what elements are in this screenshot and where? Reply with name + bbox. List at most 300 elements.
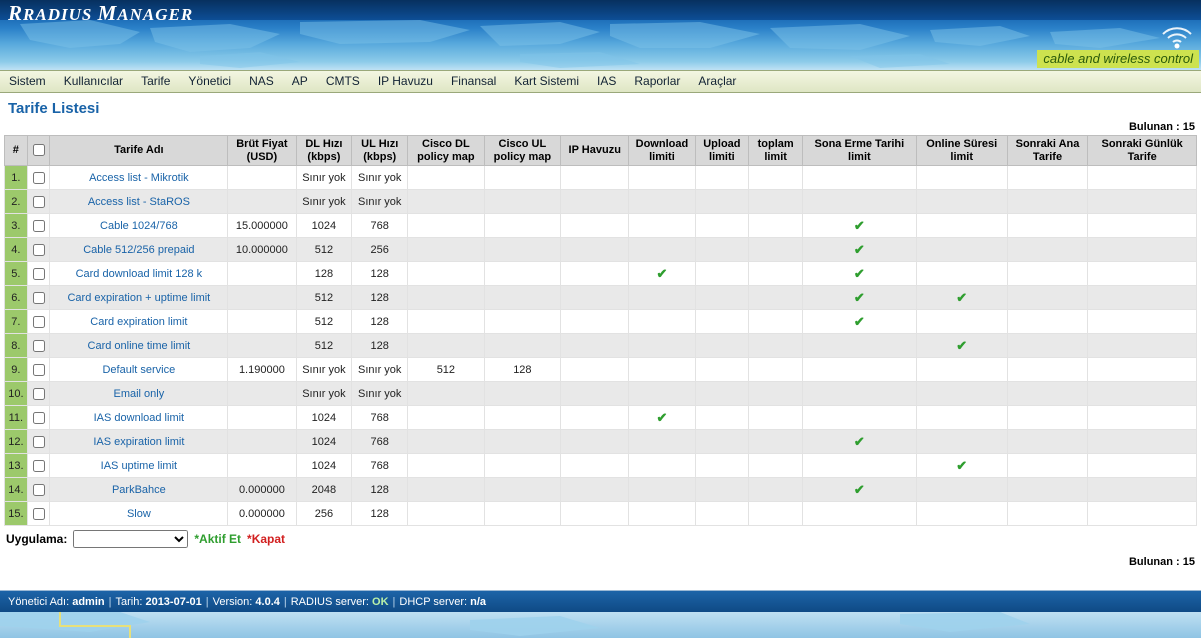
cell-tlim <box>749 382 803 406</box>
cell-exp <box>803 502 917 526</box>
tariff-name-link[interactable]: IAS uptime limit <box>100 459 178 472</box>
cell-ulim <box>695 406 749 430</box>
activate-link[interactable]: *Aktif Et <box>194 532 242 547</box>
col-index: # <box>5 136 28 166</box>
cell-dl: 512 <box>296 310 352 334</box>
tariff-name-link[interactable]: ParkBahce <box>111 483 166 496</box>
cell-cdl <box>408 382 485 406</box>
cell-ulim <box>695 358 749 382</box>
cell-nextmain <box>1007 382 1088 406</box>
row-index: 3. <box>5 214 28 238</box>
tariff-name-cell[interactable] <box>50 190 228 214</box>
tariff-name-link[interactable]: Cable 1024/768 <box>100 219 178 232</box>
cell-cdl <box>408 286 485 310</box>
cell-exp <box>803 358 917 382</box>
check-icon: ✔ <box>853 289 865 305</box>
tariff-name-link[interactable]: Email only <box>113 387 165 400</box>
cell-ulim <box>695 238 749 262</box>
logo-text-manager: ANAGER <box>117 5 194 24</box>
select-all-checkbox[interactable] <box>33 144 45 156</box>
cell-nextmain <box>1007 406 1088 430</box>
col-dl-hizi: DL Hızı (kbps) <box>296 136 352 166</box>
cell-ul: Sınır yok <box>352 190 408 214</box>
row-checkbox[interactable] <box>33 340 45 352</box>
logo-r: R <box>8 1 24 25</box>
check-icon: ✔ <box>853 241 865 257</box>
cell-dl: 2048 <box>296 478 352 502</box>
cell-price: 0.000000 <box>228 502 296 526</box>
table-row <box>5 334 1197 358</box>
col-ul-hizi: UL Hızı (kbps) <box>352 136 408 166</box>
check-icon: ✔ <box>956 289 968 305</box>
cell-cul <box>484 238 561 262</box>
cell-cul <box>484 310 561 334</box>
row-select-cell[interactable] <box>27 382 50 406</box>
tariff-name-cell[interactable] <box>50 334 228 358</box>
table-body <box>5 166 1197 526</box>
tariff-name-cell[interactable] <box>50 406 228 430</box>
tariff-name-link[interactable]: Card download limit 128 k <box>75 267 203 280</box>
cell-price: 10.000000 <box>228 238 296 262</box>
cell-ulim <box>695 334 749 358</box>
bottom-decorative-strip <box>0 612 1201 638</box>
row-checkbox[interactable] <box>33 484 45 496</box>
row-index: 15. <box>5 502 28 526</box>
cell-nextdaily <box>1088 478 1197 502</box>
row-checkbox[interactable] <box>33 436 45 448</box>
row-index: 6. <box>5 286 28 310</box>
cell-exp <box>803 382 917 406</box>
tariff-name-link[interactable]: Access list - StaROS <box>87 195 190 208</box>
cell-dlim <box>629 238 695 262</box>
cell-exp <box>803 454 917 478</box>
cell-ulim <box>695 262 749 286</box>
cell-nextmain <box>1007 358 1088 382</box>
result-count-bottom: Bulunan : 15 <box>1128 556 1195 569</box>
cell-dl: 256 <box>296 502 352 526</box>
page-title: Tarife Listesi <box>8 100 100 117</box>
cell-exp <box>803 310 917 334</box>
table-row <box>5 214 1197 238</box>
cell-onl <box>916 262 1007 286</box>
cell-exp <box>803 406 917 430</box>
cell-ulim <box>695 430 749 454</box>
cell-cdl <box>408 478 485 502</box>
table-row <box>5 502 1197 526</box>
cell-pool <box>561 454 629 478</box>
cell-ul: 768 <box>352 430 408 454</box>
cell-dl: Sınır yok <box>296 166 352 190</box>
tariff-name-link[interactable]: Default service <box>102 363 176 376</box>
tariff-name-cell[interactable] <box>50 430 228 454</box>
cell-onl <box>916 190 1007 214</box>
main-menu-bar <box>0 70 1201 93</box>
cell-nextdaily <box>1088 406 1197 430</box>
status-admin-value: admin <box>72 595 105 608</box>
cell-pool <box>561 190 629 214</box>
cell-nextdaily <box>1088 262 1197 286</box>
menu-item-sistem[interactable]: Sistem <box>9 74 46 88</box>
row-checkbox[interactable] <box>33 268 45 280</box>
menu-item-ap[interactable]: AP <box>291 74 308 88</box>
status-date-label: Tarih: <box>115 595 143 608</box>
cell-exp <box>803 238 917 262</box>
cell-price <box>228 166 296 190</box>
cell-nextmain <box>1007 310 1088 334</box>
col-ip-havuzu: IP Havuzu <box>561 136 629 166</box>
tariff-name-cell[interactable] <box>50 262 228 286</box>
cell-nextdaily <box>1088 358 1197 382</box>
cell-cdl <box>408 454 485 478</box>
tariff-name-link[interactable]: Card expiration limit <box>90 315 188 328</box>
cell-ul: 768 <box>352 454 408 478</box>
cell-cul <box>484 214 561 238</box>
tariff-name-cell[interactable] <box>50 478 228 502</box>
row-select-cell[interactable] <box>27 358 50 382</box>
app-logo <box>8 1 193 26</box>
col-online-suresi-limit: Online Süresi limit <box>916 136 1007 166</box>
cell-cdl: 512 <box>408 358 485 382</box>
col-select-all[interactable] <box>27 136 50 166</box>
cell-cul <box>484 262 561 286</box>
check-icon: ✔ <box>853 313 865 329</box>
cell-price <box>228 382 296 406</box>
cell-dlim <box>629 334 695 358</box>
row-checkbox[interactable] <box>33 244 45 256</box>
cell-onl <box>916 502 1007 526</box>
cell-exp <box>803 430 917 454</box>
cell-dl: 1024 <box>296 454 352 478</box>
cell-tlim <box>749 334 803 358</box>
page-content <box>0 93 1201 590</box>
cell-exp <box>803 166 917 190</box>
cell-pool <box>561 166 629 190</box>
col-brut-fiyat: Brüt Fiyat (USD) <box>228 136 296 166</box>
menu-item-ias[interactable]: IAS <box>597 74 617 88</box>
cell-ulim <box>695 286 749 310</box>
cell-price <box>228 310 296 334</box>
cell-onl <box>916 358 1007 382</box>
banner-tagline: cable and wireless control <box>1037 50 1199 68</box>
apply-action-select[interactable] <box>73 530 188 548</box>
tariff-name-link[interactable]: Card online time limit <box>87 339 191 352</box>
cell-tlim <box>749 430 803 454</box>
status-date-value: 2013-07-01 <box>145 595 202 608</box>
cell-dl: 1024 <box>296 406 352 430</box>
apply-label: Uygulama: <box>6 532 68 547</box>
cell-onl <box>916 214 1007 238</box>
menu-item-yonetici[interactable]: Yönetici <box>188 74 232 88</box>
row-checkbox[interactable] <box>33 388 45 400</box>
cell-onl <box>916 310 1007 334</box>
cell-cul <box>484 382 561 406</box>
cell-nextdaily <box>1088 502 1197 526</box>
row-select-cell[interactable] <box>27 478 50 502</box>
tariff-name-cell[interactable] <box>50 358 228 382</box>
cell-cdl <box>408 262 485 286</box>
cell-ul: Sınır yok <box>352 358 408 382</box>
row-checkbox[interactable] <box>33 364 45 376</box>
tariff-name-cell[interactable] <box>50 454 228 478</box>
cell-ul: 128 <box>352 478 408 502</box>
cell-dlim <box>629 430 695 454</box>
check-icon: ✔ <box>853 217 865 233</box>
cell-nextdaily <box>1088 334 1197 358</box>
cell-onl <box>916 454 1007 478</box>
cell-pool <box>561 478 629 502</box>
col-upload-limiti: Upload limiti <box>695 136 749 166</box>
cell-cdl <box>408 238 485 262</box>
cell-pool <box>561 286 629 310</box>
row-select-cell[interactable] <box>27 502 50 526</box>
cell-tlim <box>749 478 803 502</box>
cell-onl <box>916 406 1007 430</box>
row-index: 2. <box>5 190 28 214</box>
apply-action-bar <box>6 530 1201 548</box>
cell-tlim <box>749 358 803 382</box>
status-radius-value: OK <box>372 595 389 608</box>
cell-price: 0.000000 <box>228 478 296 502</box>
menu-item-ip-havuzu[interactable]: IP Havuzu <box>377 74 433 88</box>
row-checkbox[interactable] <box>33 292 45 304</box>
logo-text-radius: RADIUS <box>23 5 98 24</box>
cell-dlim <box>629 454 695 478</box>
col-download-limiti: Download limiti <box>629 136 695 166</box>
app-banner <box>0 0 1201 70</box>
row-index: 11. <box>5 406 28 430</box>
row-checkbox[interactable] <box>33 196 45 208</box>
row-select-cell[interactable] <box>27 406 50 430</box>
cell-cdl <box>408 190 485 214</box>
tariff-name-cell[interactable] <box>50 214 228 238</box>
logo-m: M <box>97 1 118 25</box>
cell-onl <box>916 334 1007 358</box>
menu-item-finansal[interactable]: Finansal <box>450 74 497 88</box>
menu-item-tarife[interactable]: Tarife <box>141 74 171 88</box>
menu-item-cmts[interactable]: CMTS <box>325 74 360 88</box>
cell-price <box>228 454 296 478</box>
cell-exp <box>803 286 917 310</box>
tariff-name-cell[interactable] <box>50 310 228 334</box>
cell-dl: 1024 <box>296 214 352 238</box>
cell-ul: 128 <box>352 310 408 334</box>
tariff-name-cell[interactable] <box>50 238 228 262</box>
cell-exp <box>803 334 917 358</box>
row-checkbox[interactable] <box>33 508 45 520</box>
row-index: 8. <box>5 334 28 358</box>
check-icon: ✔ <box>853 481 865 497</box>
status-sep-1: | <box>108 595 112 608</box>
tariff-name-link[interactable]: Card expiration + uptime limit <box>67 291 211 304</box>
row-select-cell[interactable] <box>27 238 50 262</box>
cell-pool <box>561 214 629 238</box>
cell-cul <box>484 430 561 454</box>
cell-ulim <box>695 382 749 406</box>
tariff-name-link[interactable]: IAS download limit <box>93 411 185 424</box>
cell-price <box>228 262 296 286</box>
cell-dl: Sınır yok <box>296 190 352 214</box>
cell-ulim <box>695 166 749 190</box>
result-count-top: Bulunan : 15 <box>1128 121 1195 133</box>
row-select-cell[interactable] <box>27 262 50 286</box>
table-row <box>5 406 1197 430</box>
table-row <box>5 262 1197 286</box>
cell-tlim <box>749 310 803 334</box>
close-link[interactable]: *Kapat <box>247 532 286 547</box>
status-sep-2: | <box>205 595 209 608</box>
cell-pool <box>561 238 629 262</box>
cell-tlim <box>749 238 803 262</box>
cell-cdl <box>408 214 485 238</box>
tariff-name-link[interactable]: Slow <box>126 507 151 520</box>
cell-nextdaily <box>1088 430 1197 454</box>
cell-cdl <box>408 310 485 334</box>
cell-cdl <box>408 166 485 190</box>
cell-dlim <box>629 310 695 334</box>
row-select-cell[interactable] <box>27 334 50 358</box>
menu-item-kullanicilar[interactable]: Kullanıcılar <box>63 74 124 88</box>
cell-nextdaily <box>1088 190 1197 214</box>
cell-pool <box>561 334 629 358</box>
row-checkbox[interactable] <box>33 220 45 232</box>
check-icon: ✔ <box>656 409 668 425</box>
menu-item-araclar[interactable]: Araçlar <box>698 74 737 88</box>
table-row <box>5 358 1197 382</box>
cell-nextmain <box>1007 238 1088 262</box>
cell-exp <box>803 214 917 238</box>
cell-pool <box>561 406 629 430</box>
cell-nextmain <box>1007 214 1088 238</box>
status-radius-label: RADIUS server: <box>290 595 369 608</box>
cell-price: 1.190000 <box>228 358 296 382</box>
status-version-label: Version: <box>212 595 253 608</box>
cell-nextdaily <box>1088 238 1197 262</box>
check-icon: ✔ <box>656 265 668 281</box>
menu-item-nas[interactable]: NAS <box>249 74 274 88</box>
row-index: 5. <box>5 262 28 286</box>
tariff-name-cell[interactable] <box>50 382 228 406</box>
cell-dl: 512 <box>296 286 352 310</box>
wifi-signal-icon <box>1157 16 1197 50</box>
cell-ul: 128 <box>352 334 408 358</box>
col-cisco-dl-policy-map: Cisco DL policy map <box>408 136 485 166</box>
cell-ulim <box>695 190 749 214</box>
cell-cul <box>484 334 561 358</box>
tariff-name-link[interactable]: IAS expiration limit <box>93 435 185 448</box>
cell-nextmain <box>1007 454 1088 478</box>
cell-cul <box>484 166 561 190</box>
row-select-cell[interactable] <box>27 190 50 214</box>
cell-onl <box>916 478 1007 502</box>
cell-ulim <box>695 310 749 334</box>
cell-exp <box>803 190 917 214</box>
cell-ul: Sınır yok <box>352 382 408 406</box>
cell-price <box>228 406 296 430</box>
row-index: 12. <box>5 430 28 454</box>
row-select-cell[interactable] <box>27 430 50 454</box>
table-row <box>5 166 1197 190</box>
row-checkbox[interactable] <box>33 316 45 328</box>
tariff-table <box>4 135 1197 526</box>
cell-tlim <box>749 286 803 310</box>
col-cisco-ul-policy-map: Cisco UL policy map <box>484 136 561 166</box>
row-select-cell[interactable] <box>27 166 50 190</box>
cell-pool <box>561 358 629 382</box>
table-row <box>5 430 1197 454</box>
col-sona-erme-tarihi-limit: Sona Erme Tarihi limit <box>803 136 917 166</box>
cell-dlim <box>629 262 695 286</box>
cell-nextdaily <box>1088 310 1197 334</box>
tariff-name-link[interactable]: Cable 512/256 prepaid <box>83 243 195 256</box>
cell-nextdaily <box>1088 166 1197 190</box>
cell-ul: 768 <box>352 406 408 430</box>
row-checkbox[interactable] <box>33 460 45 472</box>
cell-ul: 128 <box>352 262 408 286</box>
cell-cul: 128 <box>484 358 561 382</box>
row-select-cell[interactable] <box>27 310 50 334</box>
cell-ul: Sınır yok <box>352 166 408 190</box>
row-index: 14. <box>5 478 28 502</box>
cell-onl <box>916 382 1007 406</box>
cell-onl <box>916 430 1007 454</box>
cell-ul: 256 <box>352 238 408 262</box>
cell-exp <box>803 262 917 286</box>
cell-dlim <box>629 286 695 310</box>
row-select-cell[interactable] <box>27 214 50 238</box>
cell-dlim <box>629 214 695 238</box>
tariff-name-cell[interactable] <box>50 166 228 190</box>
cell-nextdaily <box>1088 214 1197 238</box>
cell-nextmain <box>1007 286 1088 310</box>
cell-pool <box>561 262 629 286</box>
cell-nextdaily <box>1088 382 1197 406</box>
status-dhcp-value: n/a <box>470 595 487 608</box>
cell-cul <box>484 454 561 478</box>
row-checkbox[interactable] <box>33 172 45 184</box>
row-select-cell[interactable] <box>27 286 50 310</box>
row-select-cell[interactable] <box>27 454 50 478</box>
cell-dlim <box>629 190 695 214</box>
row-index: 9. <box>5 358 28 382</box>
table-row <box>5 310 1197 334</box>
cell-nextdaily <box>1088 454 1197 478</box>
bottom-map-graphic <box>0 612 1201 638</box>
cell-onl <box>916 166 1007 190</box>
table-row <box>5 478 1197 502</box>
cell-tlim <box>749 406 803 430</box>
cell-tlim <box>749 166 803 190</box>
row-checkbox[interactable] <box>33 412 45 424</box>
cell-tlim <box>749 190 803 214</box>
col-tarife-adi: Tarife Adı <box>50 136 228 166</box>
tariff-name-cell[interactable] <box>50 286 228 310</box>
menu-item-raporlar[interactable]: Raporlar <box>634 74 681 88</box>
cell-tlim <box>749 502 803 526</box>
cell-cul <box>484 190 561 214</box>
cell-cul <box>484 502 561 526</box>
status-sep-4: | <box>392 595 396 608</box>
row-index: 1. <box>5 166 28 190</box>
cell-tlim <box>749 454 803 478</box>
cell-dlim <box>629 166 695 190</box>
tariff-name-link[interactable]: Access list - Mikrotik <box>89 171 189 184</box>
table-row <box>5 190 1197 214</box>
cell-dl: 128 <box>296 262 352 286</box>
table-header-row <box>5 136 1197 166</box>
menu-item-kart-sistemi[interactable]: Kart Sistemi <box>514 74 580 88</box>
tariff-name-cell[interactable] <box>50 502 228 526</box>
cell-cul <box>484 286 561 310</box>
